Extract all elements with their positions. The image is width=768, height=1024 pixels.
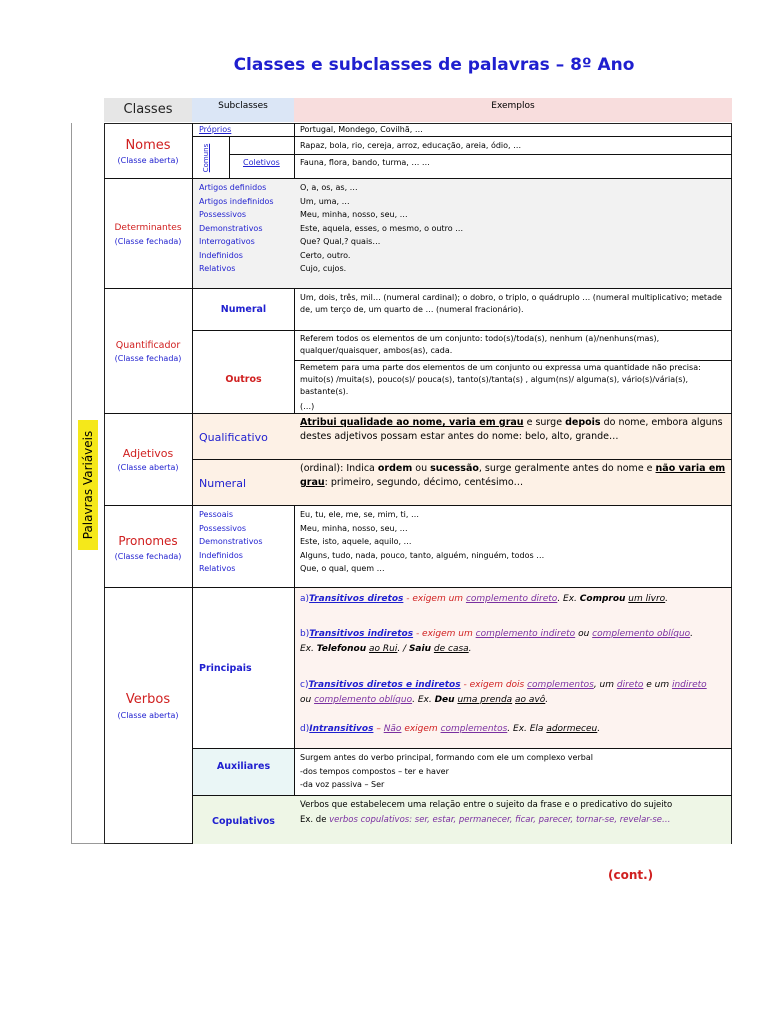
vc7: e um <box>643 680 672 690</box>
vb10: ao Rui <box>368 644 398 654</box>
cop-verbs: verbos copulativos: ser, estar, permanecer, ficar, parecer, tornar-se, revelar-se… <box>329 814 671 825</box>
verbos-copulativos: Copulativos <box>212 816 275 827</box>
adj-n-text3: : primeiro, segundo, décimo, centésimo… <box>324 477 524 488</box>
vc3: - exigem dois <box>460 680 528 690</box>
verbos-principais: Principais <box>199 663 252 674</box>
vb2: Transitivos indiretos <box>309 629 414 639</box>
pron-example: Eu, tu, ele, me, se, mim, ti, … <box>300 510 419 519</box>
nomes-ex-proprios: Portugal, Mondego, Covilhã, … <box>300 125 423 134</box>
det-sub-item: Artigos definidos <box>199 183 267 192</box>
va8: . <box>665 594 669 604</box>
va3: - exigem um <box>403 594 466 604</box>
nomes-ex-coletivos: Fauna, flora, bando, turma, … … <box>300 158 430 167</box>
vc10: complemento oblíquo <box>314 695 413 705</box>
det-sub-item: Relativos <box>199 264 236 273</box>
vc14: ao avô <box>515 695 546 705</box>
vc4: complementos <box>527 680 594 690</box>
pron-sub-item: Relativos <box>199 564 236 573</box>
det-sub-item: Possessivos <box>199 210 247 219</box>
vb7: . <box>690 629 694 639</box>
nomes-proprios: Próprios <box>199 125 232 134</box>
nomes-line-b <box>229 154 732 155</box>
vb1: b) <box>300 629 310 639</box>
det-sub-item: Interrogativos <box>199 237 255 246</box>
adj-ex-qualificativo <box>300 416 726 444</box>
det-sub-item: Demonstrativos <box>199 223 263 233</box>
vb13: de casa <box>433 644 469 654</box>
header-exemplos-label: Exemplos <box>491 101 535 111</box>
pron-examples <box>300 508 544 576</box>
header-row <box>104 98 732 122</box>
adj-n-sucessao: sucessão <box>430 463 479 474</box>
vc13: uma prenda <box>457 695 513 705</box>
vd8: adormeceu <box>546 724 598 734</box>
adj-line <box>193 459 732 460</box>
header-exemplos <box>294 98 732 122</box>
nomes-type: (Classe aberta) <box>117 156 179 165</box>
nomes-comuns-label: Comuns <box>202 143 210 173</box>
vc6: direto <box>616 680 644 690</box>
vd9: . <box>597 724 601 734</box>
pron-example: Que, o qual, quem … <box>300 564 385 573</box>
quant-name: Quantificador <box>115 340 181 351</box>
vc5: , um <box>593 680 617 690</box>
det-example: O, a, os, as, … <box>300 183 358 192</box>
cop-ex: Ex. de <box>300 814 330 825</box>
adj-q-text2: do nome, embora alguns destes adjetivos possam estar antes do nome: belo, alto, grande… <box>300 417 723 442</box>
va7: um livro <box>628 594 666 604</box>
vc8: indireto <box>671 680 707 690</box>
pron-sub-item: Pessoais <box>199 510 233 519</box>
va6: Comprou <box>579 594 626 604</box>
adj-n-text: (ordinal): Indica <box>300 463 378 474</box>
adj-n-ou: ou <box>412 463 431 474</box>
verbos-ex-cop <box>300 799 728 826</box>
adj-name: Adjetivos <box>122 447 174 460</box>
det-example: Meu, minha, nosso, seu, … <box>300 210 408 219</box>
pron-name: Pronomes <box>118 534 178 548</box>
aux-line: -dos tempos compostos – ter e haver <box>300 766 449 776</box>
header-subclasses <box>192 98 294 122</box>
nomes-coletivos: Coletivos <box>243 158 280 167</box>
row-line-adj <box>104 505 732 506</box>
det-name: Determinantes <box>114 223 182 233</box>
vd6: complementos <box>440 724 508 734</box>
adj-ex-numeral <box>300 462 726 490</box>
quant-ex-outros-1: Referem todos os elementos de um conjunto: todo(s)/toda(s), nenhum (a)/nenhuns(mas), qualquer/quaisquer, ambos(as), cada. <box>300 334 660 355</box>
aux-bg <box>193 749 294 795</box>
det-example: Certo, outro. <box>300 250 351 260</box>
det-example: Cujo, cujos. <box>300 264 347 273</box>
header-subclasses-label: Subclasses <box>218 101 268 111</box>
adj-q-depois: depois <box>565 417 601 428</box>
pron-sub-item: Demonstrativos <box>199 537 263 546</box>
quant-outros: Outros <box>225 374 262 385</box>
quant-line-b <box>295 360 732 361</box>
det-example: Este, aquela, esses, o mesmo, o outro … <box>300 223 464 233</box>
vb14: . <box>468 644 472 654</box>
vb6: complemento oblíquo <box>592 629 691 639</box>
pron-type: (Classe fechada) <box>114 552 182 561</box>
nomes-line-a <box>193 136 732 137</box>
verbos-ex-d <box>300 723 728 736</box>
det-example: Que? Qual,? quais… <box>300 237 381 246</box>
det-type: (Classe fechada) <box>114 237 182 246</box>
vc1: c) <box>300 680 309 690</box>
det-examples <box>300 181 463 276</box>
adj-q-text: e surge <box>523 417 566 428</box>
quant-ex-outros-2: Remetem para uma parte dos elementos de um conjunto ou expressa uma quantidade não precisa: muito(s) /muita(s), pouco(s)/ pouca(s), tanto(s)/tanta(s) , algum(ns)/ alguma(s), vário(s)/vária(s), bastante(s). <box>300 363 701 396</box>
verbos-type: (Classe aberta) <box>117 711 179 720</box>
verbos-line-b <box>193 795 732 796</box>
verbos-auxiliares: Auxiliares <box>216 761 271 772</box>
va4: complemento direto <box>465 594 558 604</box>
page-title: Classes e subclasses de palavras – 8º Ano <box>233 55 635 75</box>
cop-line: Verbos que estabelecem uma relação entre o sujeito da frase e o predicativo do sujeito <box>300 800 673 810</box>
row-line-det <box>104 288 732 289</box>
vb3: - exigem um <box>413 629 476 639</box>
vb4: complemento indireto <box>475 629 576 639</box>
side-label <box>78 420 98 550</box>
quant-ex-numeral: Um, dois, três, mil… (numeral cardinal); o dobro, o triplo, o quádruplo … (numeral multiplicativo; metade de, um terço de, um quarto de … (numeral fracionário). <box>300 293 722 314</box>
cop-line2 <box>300 814 728 827</box>
pron-example: Este, isto, aquele, aquilo, … <box>300 537 412 546</box>
vb5: ou <box>575 629 593 639</box>
aux-line: Surgem antes do verbo principal, formando com ele um complexo verbal <box>300 753 593 762</box>
vb9: Telefonou <box>316 644 367 654</box>
vb8: Ex. <box>300 644 317 654</box>
adj-n-text2: , surge geralmente antes do nome e <box>478 463 656 474</box>
aux-line: -da voz passiva – Ser <box>300 780 385 789</box>
header-classes-label: Classes <box>123 102 173 117</box>
nomes-comuns-sep <box>229 137 230 178</box>
det-subs <box>199 181 274 276</box>
verbos-name: Verbos <box>125 692 171 707</box>
vc12: Deu <box>434 695 455 705</box>
adj-n-grau: não varia em grau <box>300 463 726 488</box>
nomes-comuns <box>196 140 216 176</box>
vd1: d) <box>300 724 310 734</box>
nomes-name: Nomes <box>125 138 171 153</box>
adj-numeral: Numeral <box>199 477 247 490</box>
header-classes <box>104 98 193 122</box>
quant-numeral: Numeral <box>220 304 267 315</box>
cont-label: (cont.) <box>608 868 654 882</box>
quant-type: (Classe fechada) <box>114 354 182 363</box>
verbos-line-a <box>193 748 732 749</box>
quant-ex-outros-3: (…) <box>300 402 315 411</box>
verbos-ex-a <box>300 593 728 606</box>
adj-type: (Classe aberta) <box>117 463 179 472</box>
det-example: Um, uma, … <box>300 196 350 206</box>
pron-example: Alguns, tudo, nada, pouco, tanto, alguém, ninguém, todos … <box>300 550 545 560</box>
nomes-ex-comuns: Rapaz, bola, rio, cereja, arroz, educação, areia, ódio, … <box>300 141 522 150</box>
vd7: . Ex. Ela <box>507 724 547 734</box>
pron-subs <box>199 508 263 576</box>
vc9: ou <box>300 695 315 705</box>
va1: a) <box>300 594 310 604</box>
va5: . Ex. <box>557 594 580 604</box>
vb12: Saiu <box>408 644 432 654</box>
verbos-ex-aux <box>300 751 728 792</box>
adj-qualificativo: Qualificativo <box>199 431 268 444</box>
adj-n-ordem: ordem <box>377 463 413 474</box>
adj-q-emph: Atribui qualidade ao nome, varia em grau <box>300 417 524 428</box>
vc2: Transitivos diretos e indiretos <box>308 680 461 690</box>
det-sub-item: Indefinidos <box>199 250 243 260</box>
vd2: Intransitivos <box>309 724 374 734</box>
quant-line-a <box>193 330 732 331</box>
pron-sub-item: Possessivos <box>199 523 247 533</box>
pron-example: Meu, minha, nosso, seu, … <box>300 523 408 533</box>
va2: Transitivos diretos <box>309 594 404 604</box>
vc11: . Ex. <box>412 695 435 705</box>
vc15: . <box>545 695 549 705</box>
vd3: – <box>373 724 384 734</box>
det-sub-item: Artigos indefinidos <box>199 196 274 206</box>
side-label-text: Palavras Variáveis <box>81 430 95 540</box>
verbos-ex-c <box>300 678 728 708</box>
verbos-ex-b <box>300 627 728 657</box>
pron-sub-item: Indefinidos <box>199 550 243 560</box>
vd5: exigem <box>401 724 441 734</box>
vb11: . / <box>397 644 409 654</box>
vd4: Não <box>383 724 402 734</box>
